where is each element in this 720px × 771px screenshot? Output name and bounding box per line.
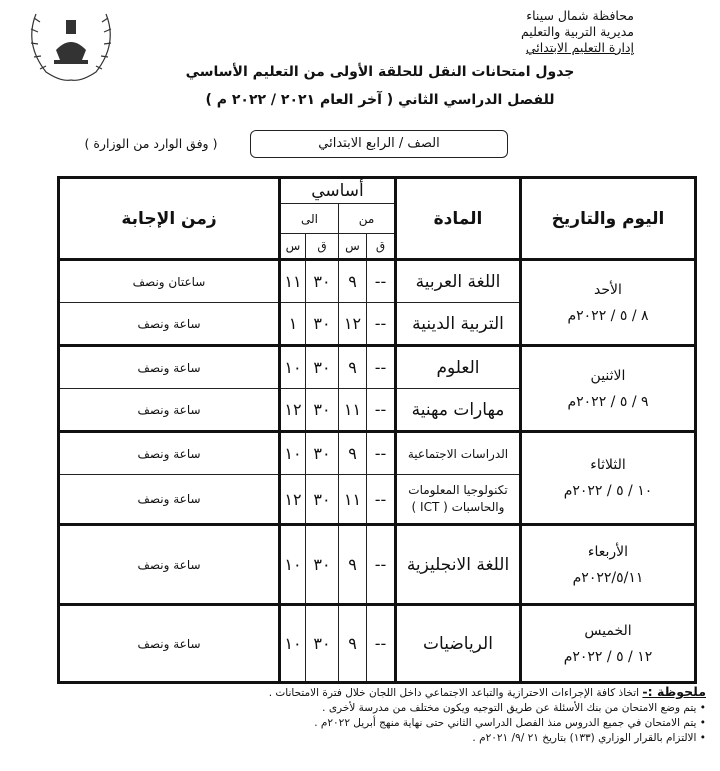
subject-cell: اللغة العربية [396, 260, 521, 303]
from-min: -- [367, 260, 396, 303]
notes-label: ملحوظة :- [642, 684, 706, 699]
note-text: الالتزام بالقرار الوزاري (١٣٣) بتاريخ ٢١ /٩/ ٢٠٢١م . [472, 732, 697, 744]
header-subject: المادة [396, 178, 521, 260]
to-hour: ١٢ [280, 475, 306, 525]
from-min: -- [367, 303, 396, 346]
administration: إدارة التعليم الابتدائي [525, 40, 634, 55]
to-min: ٣٠ [306, 303, 339, 346]
day-date: ١٠ / ٥ / ٢٠٢٢م [563, 483, 653, 499]
to-min: ٣٠ [306, 389, 339, 432]
day-cell [521, 432, 696, 525]
from-hour: ١١ [339, 389, 367, 432]
from-min: -- [367, 389, 396, 432]
day-date: ٨ / ٥ / ٢٠٢٢م [567, 307, 649, 324]
to-hour: ١٢ [280, 389, 306, 432]
to-min: ٣٠ [306, 260, 339, 303]
from-min: -- [367, 432, 396, 475]
note-text: يتم وضع الامتحان من بنك الأسئلة عن طريق التوجيه ويكون مختلف من مدرسة لأخرى . [322, 702, 697, 714]
from-hour: ٩ [339, 605, 367, 683]
governorate: محافظة شمال سيناء [526, 8, 634, 23]
header-from-min: ق [367, 234, 396, 260]
day-name: الأربعاء [587, 543, 629, 560]
note-item: • يتم الامتحان في جميع الدروس منذ الفصل الدراسي الثاني حتى نهاية منهج أبريل ٢٠٢٢م . [314, 717, 706, 729]
from-hour: ٩ [339, 346, 367, 389]
duration-cell: ساعة ونصف [59, 475, 280, 525]
day-date: ٢٠٢٢/٥/١١م [572, 569, 644, 586]
from-hour: ١١ [339, 475, 367, 525]
duration-cell: ساعة ونصف [59, 389, 280, 432]
subject-cell: اللغة الانجليزية [396, 525, 521, 605]
header-basic: أساسي [280, 178, 396, 204]
issuer-header [394, 8, 634, 56]
from-hour: ٩ [339, 525, 367, 605]
duration-cell: ساعتان ونصف [59, 260, 280, 303]
from-min: -- [367, 475, 396, 525]
subject-cell: تكنولوجيا المعلومات والحاسبات ( ICT ) [396, 475, 521, 525]
note-item: • يتم وضع الامتحان من بنك الأسئلة عن طريق التوجيه ويكون مختلف من مدرسة لأخرى . [322, 702, 706, 714]
notes-section [26, 684, 706, 746]
to-min: ٣٠ [306, 605, 339, 683]
ministry-note: ( وفق الوارد من الوزارة ) [84, 136, 218, 151]
note-item [26, 684, 706, 701]
table-row [59, 346, 696, 389]
header-to-min: ق [306, 234, 339, 260]
subject-cell: مهارات مهنية [396, 389, 521, 432]
to-min: ٣٠ [306, 475, 339, 525]
to-hour: ١٠ [280, 605, 306, 683]
note-text: اتخاذ كافة الإجراءات الاحترازية والتباعد الاجتماعي داخل اللجان خلال فترة الامتحانات . [268, 687, 640, 699]
subject-cell: الرياضيات [396, 605, 521, 683]
day-date: ٩ / ٥ / ٢٠٢٢م [567, 393, 649, 410]
duration-cell: ساعة ونصف [59, 525, 280, 605]
day-cell [521, 525, 696, 605]
subject-cell: التربية الدينية [396, 303, 521, 346]
table-row [59, 260, 696, 303]
to-hour: ١١ [280, 260, 306, 303]
to-hour: ١٠ [280, 525, 306, 605]
header-to: الى [280, 204, 339, 234]
to-min: ٣٠ [306, 346, 339, 389]
exam-schedule-table [57, 176, 697, 684]
table-row [59, 525, 696, 605]
from-hour: ١٢ [339, 303, 367, 346]
note-text: يتم الامتحان في جميع الدروس منذ الفصل الدراسي الثاني حتى نهاية منهج أبريل ٢٠٢٢م . [314, 717, 697, 729]
grade-box: الصف / الرابع الابتدائي [250, 130, 508, 158]
duration-cell: ساعة ونصف [59, 346, 280, 389]
subject-cell: العلوم [396, 346, 521, 389]
header-from: من [339, 204, 396, 234]
day-date: ١٢ / ٥ / ٢٠٢٢م [563, 648, 653, 665]
header-duration: زمن الإجابة [59, 178, 280, 260]
to-hour: ١ [280, 303, 306, 346]
to-hour: ١٠ [280, 346, 306, 389]
eagle-emblem [16, 4, 126, 86]
duration-cell: ساعة ونصف [59, 432, 280, 475]
day-name: الخميس [584, 622, 632, 639]
day-name: الاثنين [590, 367, 626, 384]
day-name: الثلاثاء [590, 457, 626, 473]
subject-cell: الدراسات الاجتماعية [396, 432, 521, 475]
day-cell [521, 260, 696, 346]
from-min: -- [367, 605, 396, 683]
from-min: -- [367, 525, 396, 605]
from-min: -- [367, 346, 396, 389]
document-subtitle: للفصل الدراسي الثاني ( آخر العام ٢٠٢١ / ٢٠٢٢ م ) [205, 92, 555, 108]
document-title: جدول امتحانات النقل للحلقة الأولى من التعليم الأساسي [185, 64, 575, 80]
duration-cell: ساعة ونصف [59, 605, 280, 683]
from-hour: ٩ [339, 432, 367, 475]
header-to-hour: س [280, 234, 306, 260]
to-hour: ١٠ [280, 432, 306, 475]
day-cell [521, 346, 696, 432]
table-row [59, 605, 696, 683]
header-from-hour: س [339, 234, 367, 260]
directorate: مديرية التربية والتعليم [520, 24, 634, 39]
day-name: الأحد [594, 281, 622, 298]
to-min: ٣٠ [306, 525, 339, 605]
to-min: ٣٠ [306, 432, 339, 475]
from-hour: ٩ [339, 260, 367, 303]
day-cell [521, 605, 696, 683]
note-item: • الالتزام بالقرار الوزاري (١٣٣) بتاريخ ٢١ /٩/ ٢٠٢١م . [472, 732, 706, 744]
table-row [59, 432, 696, 475]
duration-cell: ساعة ونصف [59, 303, 280, 346]
header-day-date: اليوم والتاريخ [521, 178, 696, 260]
